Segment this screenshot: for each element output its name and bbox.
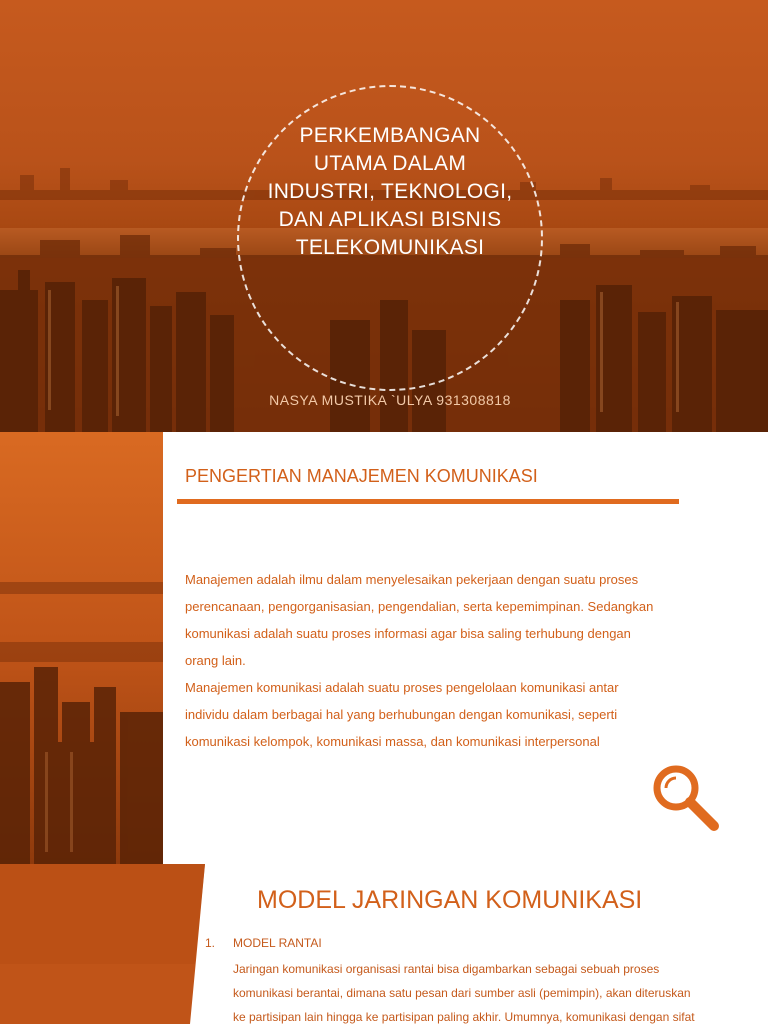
definition-text [185,566,745,755]
side-accent-shape [0,864,210,1024]
title-line: INDUSTRI, TEKNOLOGI, [267,180,513,203]
text-line: komunikasi berantai, dimana satu pesan dari sumber asli (pemimpin), akan diteruskan [233,986,691,1000]
list-label: MODEL RANTAI [233,936,322,950]
text-line: Jaringan komunikasi organisasi rantai bisa digambarkan sebagai sebuah proses [233,962,660,976]
text-line: orang lain. [185,653,246,668]
text-line: Manajemen adalah ilmu dalam menyelesaikan pekerjaan dengan suatu proses [185,572,639,587]
title-line: DAN APLIKASI BISNIS [278,208,502,231]
text-line: ke partisipan lain hingga ke partisipan paling akhir. Umumnya, komunikasi dengan sifat [233,1010,695,1024]
text-line: individu dalam berbagai hal yang berhubungan dengan komunikasi, seperti [185,707,618,722]
presentation-title [238,122,542,262]
network-model-slide [0,864,768,1024]
title-slide [0,0,768,432]
author-name: NASYA MUSTIKA `ULYA 931308818 [269,392,511,408]
text-line: Manajemen komunikasi adalah suatu proses pengelolaan komunikasi antar [185,680,619,695]
section-title: PENGERTIAN MANAJEMEN KOMUNIKASI [185,466,538,486]
list-item [205,936,322,950]
side-city-image [0,432,163,864]
title-line: PERKEMBANGAN [299,124,481,147]
title-line: UTAMA DALAM [313,152,467,175]
definition-slide [0,432,768,864]
title-line: TELEKOMUNIKASI [295,236,485,259]
title-underline [177,499,679,504]
text-line: komunikasi adalah suatu proses informasi agar bisa saling terhubung dengan [185,626,631,641]
model-description [233,957,758,1024]
text-line: perencanaan, pengorganisasian, pengendalian, serta kepemimpinan. Sedangkan [185,599,654,614]
section-title: MODEL JARINGAN KOMUNIKASI [257,886,643,914]
text-line: komunikasi kelompok, komunikasi massa, dan komunikasi interpersonal [185,734,600,749]
list-number: 1. [205,936,216,950]
magnifier-icon [650,762,720,832]
